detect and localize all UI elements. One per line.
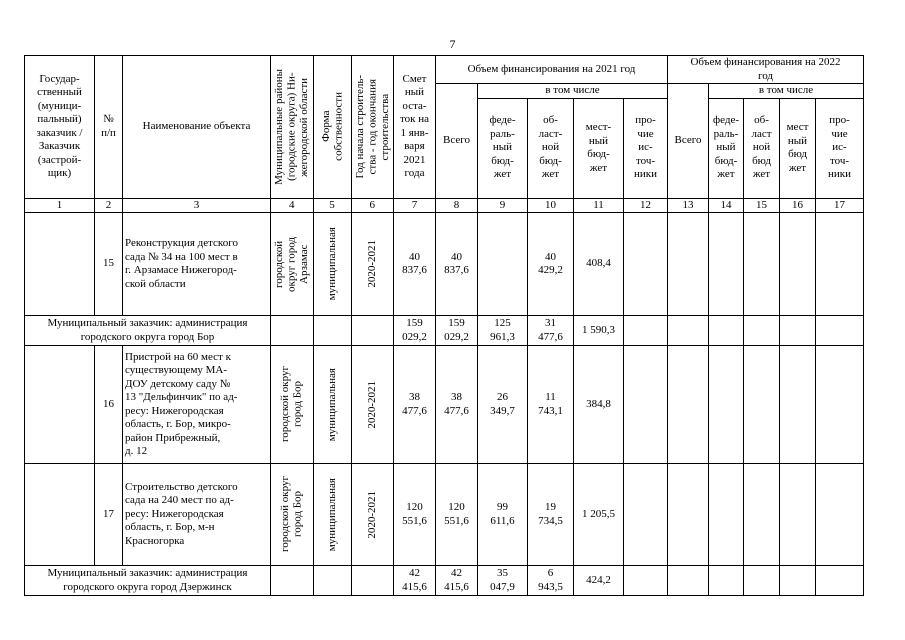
federal-2021-cell: 26 349,7 xyxy=(478,346,528,464)
header-number: № п/п xyxy=(95,56,123,199)
federal-2021-cell xyxy=(478,213,528,316)
other-2021-cell xyxy=(624,346,668,464)
empty-cell xyxy=(816,316,864,346)
customer-label: Муниципальный заказчик: администрация городского округа город Бор xyxy=(25,316,271,346)
empty-cell xyxy=(624,316,668,346)
district-cell: городской округ город Бор xyxy=(271,464,314,566)
header-including-2022: в том числе xyxy=(709,84,864,99)
federal-2022-cell xyxy=(709,213,744,316)
balance-cell: 42 415,6 xyxy=(394,566,436,596)
total-2021-cell: 40 837,6 xyxy=(436,213,478,316)
header-financing-2021: Объем финансирования на 2021 год xyxy=(436,56,668,84)
header-federal-2021: феде- раль- ный бюд- жет xyxy=(478,98,528,198)
header-other-2022: про- чие ис- точ- ники xyxy=(816,98,864,198)
district-cell: городской округ город Бор xyxy=(271,346,314,464)
balance-cell: 120 551,6 xyxy=(394,464,436,566)
column-number: 11 xyxy=(574,198,624,213)
local-2021-cell: 1 205,5 xyxy=(574,464,624,566)
row-number: 17 xyxy=(95,464,123,566)
total-2021-cell: 42 415,6 xyxy=(436,566,478,596)
table-row xyxy=(25,346,864,464)
header-ownership: Форма собственности xyxy=(313,56,351,199)
header-years: Год начала строитель- ства - год окончания строительства xyxy=(351,56,394,199)
header-other-2021: про- чие ис- точ- ники xyxy=(624,98,668,198)
district-cell: городской округ город Арзамас xyxy=(271,213,314,316)
total-2021-cell: 120 551,6 xyxy=(436,464,478,566)
header-regional-2022: об- ласт ной бюд жет xyxy=(744,98,780,198)
local-2022-cell xyxy=(780,213,816,316)
column-number: 10 xyxy=(528,198,574,213)
regional-2021-cell: 19 734,5 xyxy=(528,464,574,566)
empty-cell xyxy=(313,566,351,596)
object-name: Строительство детского сада на 240 мест по ад- ресу: Нижегородская область, г. Бор, м-н Красногорка xyxy=(123,464,271,566)
column-number: 4 xyxy=(271,198,314,213)
ownership-cell: муниципальная xyxy=(313,464,351,566)
local-2021-cell: 1 590,3 xyxy=(574,316,624,346)
ownership-cell: муниципальная xyxy=(313,346,351,464)
empty-cell xyxy=(351,566,394,596)
balance-cell: 159 029,2 xyxy=(394,316,436,346)
federal-2022-cell xyxy=(709,464,744,566)
column-number: 15 xyxy=(744,198,780,213)
column-number: 12 xyxy=(624,198,668,213)
local-2022-cell xyxy=(780,346,816,464)
header-customer: Государ- ственный (муници- пальный) заказчик / Заказчик (застрой- щик) xyxy=(25,56,95,199)
customer-label: Муниципальный заказчик: администрация городского округа город Дзержинск xyxy=(25,566,271,596)
empty-cell xyxy=(709,316,744,346)
local-2022-cell xyxy=(780,464,816,566)
table-row xyxy=(25,213,864,316)
empty-cell xyxy=(668,566,709,596)
empty-cell xyxy=(624,566,668,596)
ownership-cell: муниципальная xyxy=(313,213,351,316)
empty-cell xyxy=(744,566,780,596)
column-number: 7 xyxy=(394,198,436,213)
header-regional-2021: об- ласт- ной бюд- жет xyxy=(528,98,574,198)
financing-table xyxy=(24,55,864,596)
column-number: 17 xyxy=(816,198,864,213)
federal-2021-cell: 35 047,9 xyxy=(478,566,528,596)
customer-cell xyxy=(25,464,95,566)
empty-cell xyxy=(744,316,780,346)
column-number: 5 xyxy=(313,198,351,213)
total-2022-cell xyxy=(668,464,709,566)
empty-cell xyxy=(816,566,864,596)
column-number: 8 xyxy=(436,198,478,213)
local-2021-cell: 424,2 xyxy=(574,566,624,596)
column-number: 2 xyxy=(95,198,123,213)
header-districts: Муниципальные районы (городские округа) Ни- жегородской области xyxy=(271,56,314,199)
federal-2021-cell: 125 961,3 xyxy=(478,316,528,346)
total-2021-cell: 38 477,6 xyxy=(436,346,478,464)
empty-cell xyxy=(780,566,816,596)
other-2022-cell xyxy=(816,346,864,464)
regional-2022-cell xyxy=(744,213,780,316)
empty-cell xyxy=(668,316,709,346)
regional-2021-cell: 31 477,6 xyxy=(528,316,574,346)
row-number: 15 xyxy=(95,213,123,316)
years-cell: 2020-2021 xyxy=(351,213,394,316)
header-local-2021: мест- ный бюд- жет xyxy=(574,98,624,198)
years-cell: 2020-2021 xyxy=(351,346,394,464)
other-2022-cell xyxy=(816,464,864,566)
page-number: 7 xyxy=(449,37,456,51)
empty-cell xyxy=(313,316,351,346)
column-number: 3 xyxy=(123,198,271,213)
federal-2022-cell xyxy=(709,346,744,464)
regional-2021-cell: 40 429,2 xyxy=(528,213,574,316)
column-number: 1 xyxy=(25,198,95,213)
object-name: Пристрой на 60 мест к существующему МА- ДОУ детскому саду № 13 "Дельфинчик" по ад- ресу: Нижегородская область, г. Бор, микро- район Прибрежный, д. 12 xyxy=(123,346,271,464)
federal-2021-cell: 99 611,6 xyxy=(478,464,528,566)
header-total-2022: Всего xyxy=(668,84,709,199)
column-number: 6 xyxy=(351,198,394,213)
table-row xyxy=(25,464,864,566)
regional-2022-cell xyxy=(744,346,780,464)
total-2021-cell: 159 029,2 xyxy=(436,316,478,346)
empty-cell xyxy=(780,316,816,346)
total-2022-cell xyxy=(668,213,709,316)
customer-summary-row xyxy=(25,566,864,596)
other-2021-cell xyxy=(624,464,668,566)
row-number: 16 xyxy=(95,346,123,464)
empty-cell xyxy=(709,566,744,596)
empty-cell xyxy=(271,566,314,596)
header-federal-2022: феде- раль- ный бюд- жет xyxy=(709,98,744,198)
header-including-2021: в том числе xyxy=(478,84,668,99)
other-2022-cell xyxy=(816,213,864,316)
object-name: Реконструкция детского сада № 34 на 100 мест в г. Арзамасе Нижегород- ской области xyxy=(123,213,271,316)
header-estimated-balance: Смет ный оста- ток на 1 янв- варя 2021 года xyxy=(394,56,436,199)
empty-cell xyxy=(271,316,314,346)
header-financing-2022: Объем финансирования на 2022 год xyxy=(668,56,864,84)
total-2022-cell xyxy=(668,346,709,464)
empty-cell xyxy=(351,316,394,346)
column-number: 14 xyxy=(709,198,744,213)
column-number: 9 xyxy=(478,198,528,213)
customer-cell xyxy=(25,346,95,464)
header-object-name: Наименование объекта xyxy=(123,56,271,199)
local-2021-cell: 384,8 xyxy=(574,346,624,464)
column-number: 16 xyxy=(780,198,816,213)
other-2021-cell xyxy=(624,213,668,316)
customer-cell xyxy=(25,213,95,316)
balance-cell: 40 837,6 xyxy=(394,213,436,316)
header-local-2022: мест ный бюд жет xyxy=(780,98,816,198)
local-2021-cell: 408,4 xyxy=(574,213,624,316)
years-cell: 2020-2021 xyxy=(351,464,394,566)
regional-2022-cell xyxy=(744,464,780,566)
regional-2021-cell: 6 943,5 xyxy=(528,566,574,596)
customer-summary-row xyxy=(25,316,864,346)
column-number: 13 xyxy=(668,198,709,213)
header-total-2021: Всего xyxy=(436,84,478,199)
balance-cell: 38 477,6 xyxy=(394,346,436,464)
column-numbers-row xyxy=(25,198,864,213)
regional-2021-cell: 11 743,1 xyxy=(528,346,574,464)
